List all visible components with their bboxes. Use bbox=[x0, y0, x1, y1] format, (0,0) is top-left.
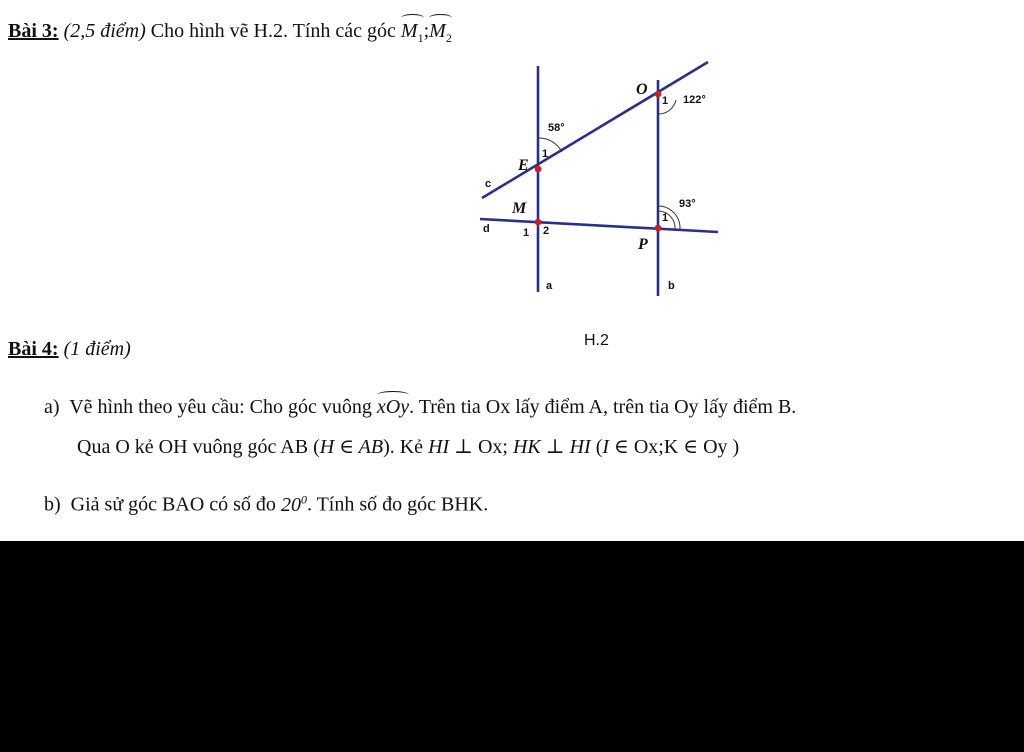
bai4-b-text1: Giả sử góc BAO có số đo bbox=[70, 493, 281, 516]
bai4-a-i-in: I ∈ bbox=[602, 436, 634, 458]
bai4-a-line2-part4: ( bbox=[590, 436, 603, 458]
label-one-m: 1 bbox=[523, 227, 530, 239]
bai4-a-text2: . Trên tia Ox lấy điểm A, trên tia Oy lấy điểm B. bbox=[409, 396, 797, 418]
bai4-a-line2-part3: Ox; bbox=[477, 436, 513, 458]
label-a: a bbox=[546, 280, 553, 292]
point-m bbox=[535, 219, 542, 226]
bai4-a-line2-part1: Qua O kẻ OH vuông góc AB ( bbox=[77, 436, 320, 458]
figure-caption: H.2 bbox=[584, 332, 609, 349]
label-93: 93° bbox=[679, 198, 696, 210]
figure-h2 bbox=[470, 55, 730, 300]
bai4-a-line2-part2: ). Kẻ bbox=[383, 436, 429, 458]
angle-separator: ; bbox=[423, 20, 430, 42]
label-one-p: 1 bbox=[662, 212, 669, 224]
point-o bbox=[655, 91, 662, 98]
label-e: E bbox=[518, 157, 529, 174]
label-one-e: 1 bbox=[542, 148, 549, 160]
label-b: b bbox=[668, 280, 675, 292]
line-d bbox=[480, 219, 718, 232]
black-bottom-area bbox=[0, 541, 1024, 752]
angle-xoy: xOy bbox=[376, 396, 410, 418]
bai4-points: (1 điểm) bbox=[63, 338, 131, 360]
label-p: P bbox=[638, 236, 648, 253]
bai4-b-text2: . Tính số đo góc BHK. bbox=[306, 493, 489, 516]
label-one-o: 1 bbox=[662, 95, 669, 107]
bai4-a-line2-part5: Ox;K ∈ Oy ) bbox=[633, 436, 740, 458]
bai4-b-line bbox=[44, 492, 488, 517]
angle-m2: $M_2$ bbox=[429, 20, 452, 45]
label-two-m: 2 bbox=[543, 225, 550, 237]
label-122: 122° bbox=[683, 94, 706, 106]
bai3-heading bbox=[8, 20, 452, 46]
bai4-label: Bài 4: bbox=[8, 338, 59, 360]
bai4-a-text1: Vẽ hình theo yêu cầu: Cho góc vuông bbox=[69, 396, 377, 418]
point-e bbox=[535, 166, 542, 173]
point-p bbox=[655, 225, 662, 232]
label-58: 58° bbox=[548, 122, 565, 134]
bai4-a-prefix: a) bbox=[44, 396, 60, 418]
bai4-a-h-in-ab: H ∈ AB bbox=[319, 436, 384, 458]
label-d: d bbox=[483, 223, 490, 235]
bai4-b-value: $20^0$ bbox=[280, 492, 307, 516]
bai4-a-hi-perp: HI ⊥ bbox=[428, 436, 478, 458]
label-o: O bbox=[636, 81, 648, 98]
bai4-a-line1 bbox=[44, 396, 796, 419]
bai3-points: (2,5 điểm) bbox=[63, 20, 146, 42]
bai4-b-prefix: b) bbox=[44, 493, 61, 516]
label-c: c bbox=[485, 178, 492, 190]
label-m: M bbox=[512, 200, 527, 217]
bai4-a-hk-perp: HK ⊥ HI bbox=[512, 436, 591, 458]
bai4-a-line2 bbox=[77, 434, 739, 459]
bai3-text: Cho hình vẽ H.2. Tính các góc bbox=[145, 20, 401, 42]
line-c bbox=[482, 62, 708, 198]
bai4-heading bbox=[8, 338, 131, 361]
bai3-label: Bài 3: bbox=[8, 20, 59, 42]
angle-m1: $M_1$ bbox=[400, 20, 424, 45]
